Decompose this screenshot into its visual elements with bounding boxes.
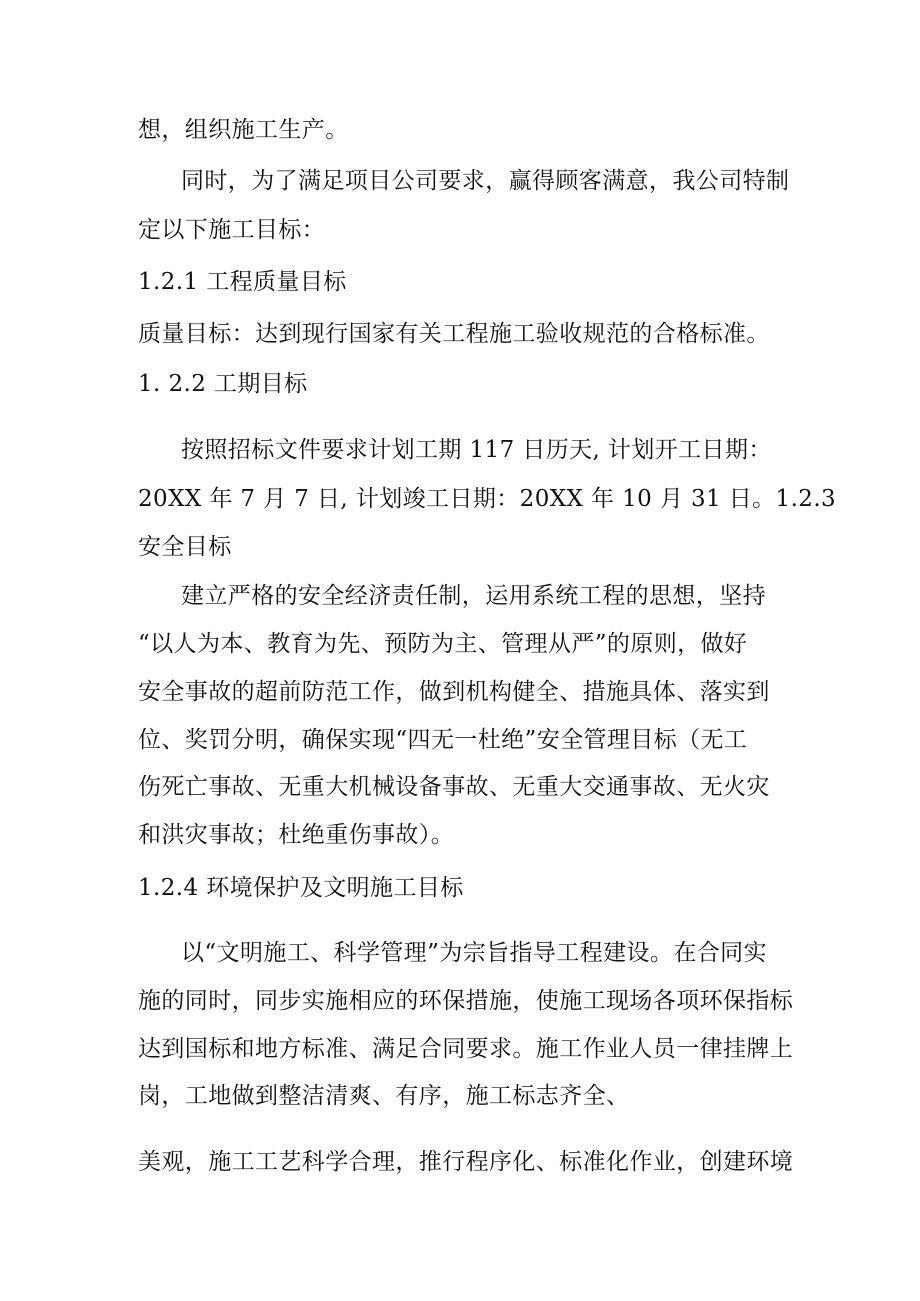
paragraph-line: 同时，为了满足项目公司要求，赢得顾客满意，我公司特制 [181, 168, 790, 194]
paragraph-line: 以“文明施工、科学管理”为宗旨指导工程建设。在合同实 [181, 940, 767, 966]
paragraph-line: 伤死亡事故、无重大机械设备事故、无重大交通事故、无火灾 [138, 774, 770, 800]
paragraph-line: 位、奖罚分明，确保实现“四无一杜绝”安全管理目标（无工 [138, 727, 748, 753]
paragraph-line: 岗，工地做到整洁清爽、有序，施工标志齐全、 [138, 1083, 630, 1109]
paragraph-line: 美观，施工工艺科学合理，推行程序化、标准化作业，创建环境 [138, 1149, 794, 1175]
paragraph-line: 和洪灾事故；杜绝重伤事故）。 [138, 822, 455, 848]
paragraph-line: 安全事故的超前防范工作，做到机构健全、措施具体、落实到 [138, 679, 770, 705]
paragraph-line: 定以下施工目标： [138, 217, 326, 243]
paragraph-line: “以人为本、教育为先、预防为主、管理从严”的原则，做好 [138, 631, 748, 657]
paragraph-line: 施的同时，同步实施相应的环保措施，使施工现场各项环保指标 [138, 988, 794, 1014]
paragraph-line: 按照招标文件要求计划工期 117 日历天, 计划开工日期： [181, 437, 772, 463]
paragraph-line: 20XX 年 7 月 7 日, 计划竣工日期：20XX 年 10 月 31 日。1.2.3 [138, 486, 837, 512]
section-heading: 1. 2.2 工期目标 [138, 371, 308, 397]
section-heading: 安全目标 [138, 534, 232, 560]
paragraph-line: 建立严格的安全经济责任制，运用系统工程的思想，坚持 [181, 583, 766, 609]
paragraph-line: 质量目标：达到现行国家有关工程施工验收规范的合格标准。 [138, 321, 770, 347]
section-heading: 1.2.4 环境保护及文明施工目标 [138, 875, 464, 901]
section-heading: 1.2.1 工程质量目标 [138, 269, 347, 295]
paragraph-line: 达到国标和地方标准、满足合同要求。施工作业人员一律挂牌上 [138, 1036, 794, 1062]
paragraph-line: 想，组织施工生产。 [138, 117, 349, 143]
